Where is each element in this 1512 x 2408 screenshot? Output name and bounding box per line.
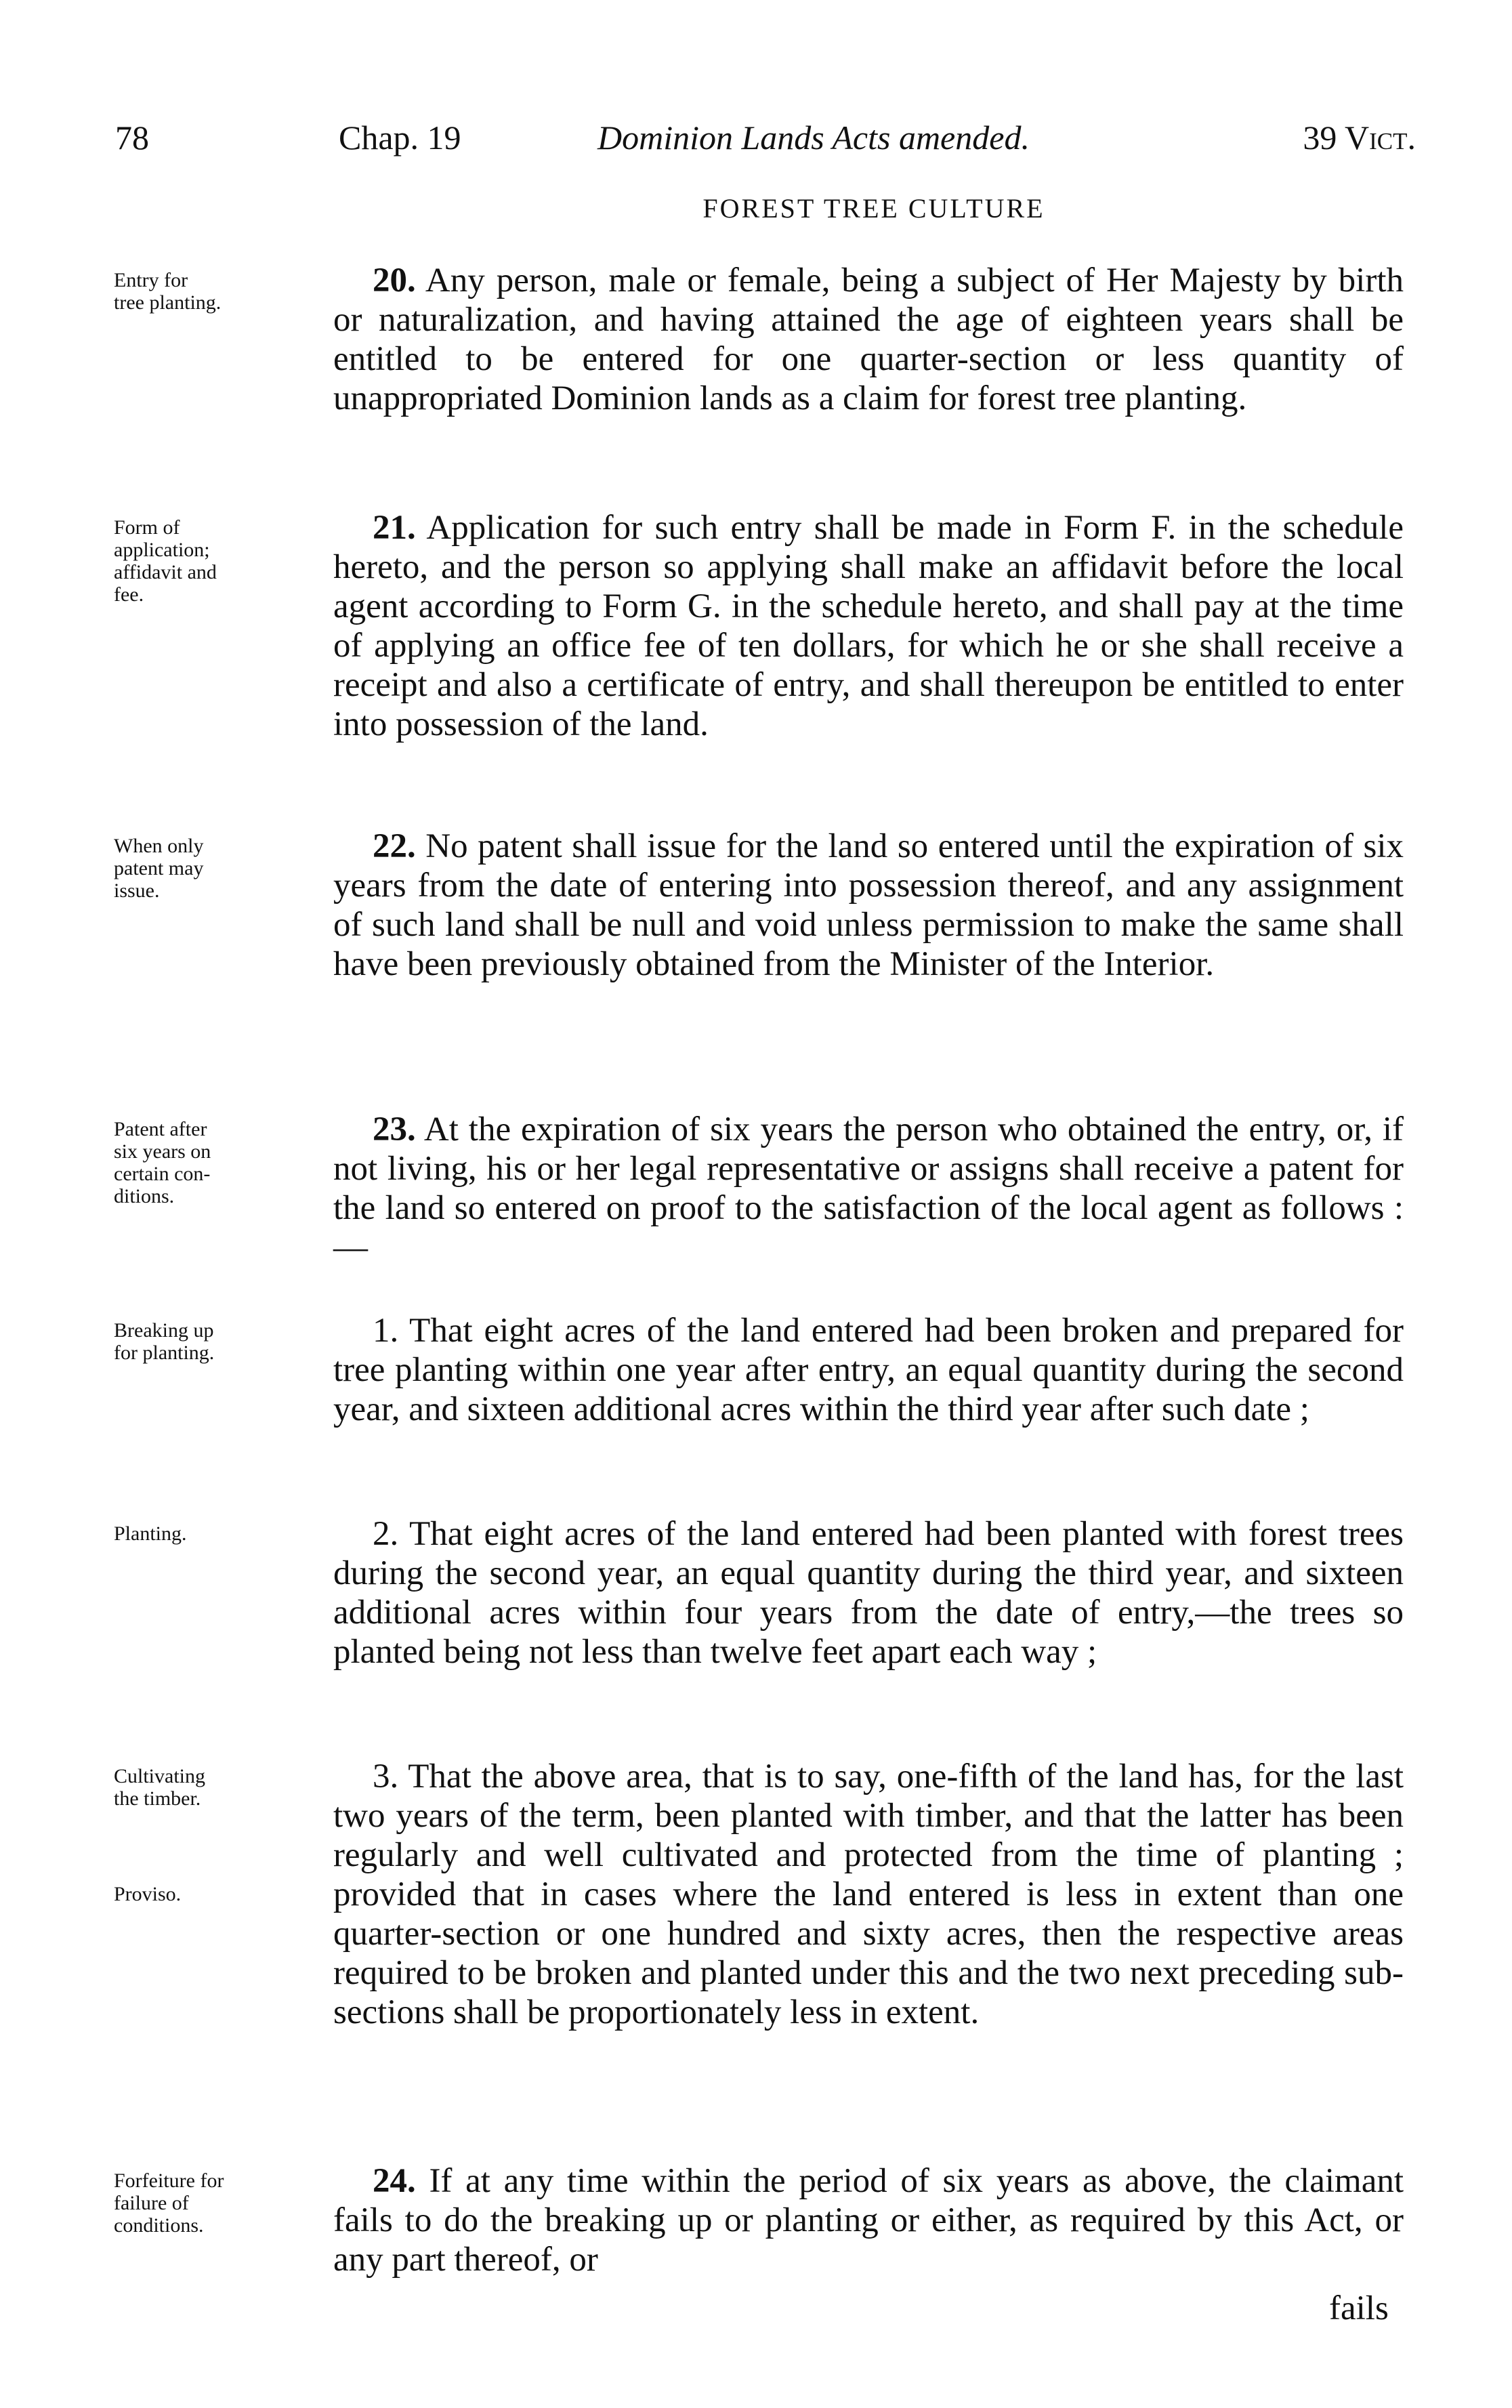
margin-note: Planting. bbox=[114, 1522, 187, 1545]
subsection-text: That eight acres of the land entered had been broken and prepared for tree planting within one year after entry, an equal quantity during the second year, and sixteen additional acres within the third year after such date ; bbox=[333, 1312, 1404, 1428]
running-header bbox=[115, 114, 1416, 161]
section-text: Application for such entry shall be made in Form F. in the schedule hereto, and the person so applying shall make an affidavit before the local agent according to Form G. in the schedule hereto, and shall pay at the time of applying an office fee of ten dollars, for which he or she shall receive a receipt and also a certificate of entry, and shall thereupon be entitled to enter into possession of the land. bbox=[333, 509, 1404, 743]
subsection-text: That the above area, that is to say, one-fifth of the land has, for the last two years of the term, been planted with timber, and that the latter has been regularly and well cultivated and protected from the time of planting ; provided that in cases where the land entered is less in extent than one quarter-section or one hundred and sixty acres, then the respective areas required to be broken and planted under this and the two next preceding sub-sections shall be proportionately less in extent. bbox=[333, 1758, 1404, 2031]
section-text: At the expiration of six years the person who obtained the entry, or, if not living, his or her legal representative or assigns shall receive a patent for the land so entered on proof to the satisfaction of the local agent as follows :— bbox=[333, 1110, 1404, 1266]
section-paragraph bbox=[333, 508, 1404, 744]
catchword: fails bbox=[1329, 2289, 1389, 2327]
margin-note: Forfeiture for failure of conditions. bbox=[114, 2170, 224, 2237]
section-text: If at any time within the period of six years as above, the claimant fails to do the breaking up or planting or either, as required by this Act, or any part thereof, or bbox=[333, 2162, 1404, 2279]
subsection-number: 3. bbox=[373, 1758, 399, 1795]
margin-note-proviso: Proviso. bbox=[114, 1883, 182, 1905]
subsection-paragraph bbox=[333, 1514, 1404, 1672]
section-number: 20. bbox=[373, 262, 416, 299]
subsection-text: That eight acres of the land entered had been planted with forest trees during the second year, an equal quantity during the third year, and sixteen additional acres within four years from the date of entry,—the trees so planted being not less than twelve feet apart each way ; bbox=[333, 1515, 1404, 1671]
subsection-number: 1. bbox=[373, 1312, 399, 1350]
session-label: 39 Vict. bbox=[1303, 119, 1416, 157]
running-title: Dominion Lands Acts amended. bbox=[597, 119, 1030, 157]
section-paragraph bbox=[333, 1110, 1404, 1267]
chapter-label: Chap. 19 bbox=[339, 119, 461, 157]
section-number: 22. bbox=[373, 827, 416, 865]
margin-note: Entry for tree planting. bbox=[114, 269, 222, 314]
margin-note: Cultivating the timber. bbox=[114, 1765, 205, 1810]
subsection-number: 2. bbox=[373, 1515, 399, 1553]
margin-note: When only patent may issue. bbox=[114, 835, 204, 902]
margin-note: Patent after six years on certain con- ditions. bbox=[114, 1118, 211, 1207]
subsection-paragraph bbox=[333, 1311, 1404, 1429]
margin-note: Form of application; affidavit and fee. bbox=[114, 516, 217, 606]
margin-note: Breaking up for planting. bbox=[114, 1319, 215, 1364]
section-heading: FOREST TREE CULTURE bbox=[702, 193, 1045, 224]
section-paragraph bbox=[333, 827, 1404, 984]
section-paragraph bbox=[333, 2161, 1404, 2279]
subsection-paragraph bbox=[333, 1757, 1404, 2032]
page-number: 78 bbox=[115, 119, 149, 157]
section-number: 24. bbox=[373, 2162, 416, 2200]
section-text: No patent shall issue for the land so entered until the expiration of six years from the date of entering into possession thereof, and any assignment of such land shall be null and void unless permission to make the same shall have been previously obtained from the Minister of the Interior. bbox=[333, 827, 1404, 983]
section-number: 23. bbox=[373, 1110, 416, 1148]
section-number: 21. bbox=[373, 509, 416, 547]
section-text: Any person, male or female, being a subject of Her Majesty by birth or naturalization, and having attained the age of eighteen years shall be entitled to be entered for one quarter-section or less quantity of unappropriated Dominion lands as a claim for forest tree planting. bbox=[333, 262, 1404, 417]
section-paragraph bbox=[333, 261, 1404, 418]
